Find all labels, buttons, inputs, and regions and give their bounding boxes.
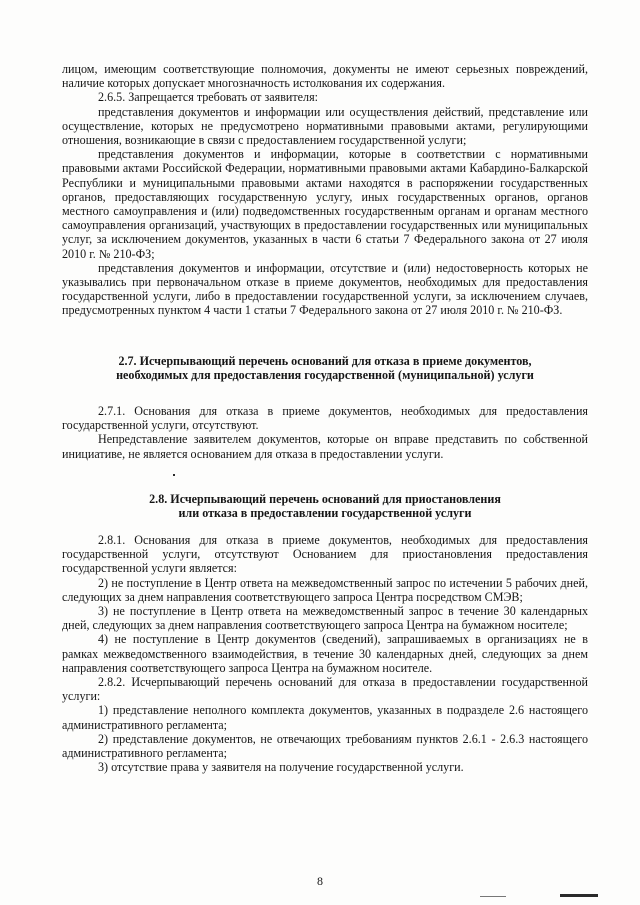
heading-2-8-line-1: 2.8. Исчерпывающий перечень оснований для приостановления	[149, 492, 501, 506]
paragraph-2-8-2-3: 3) отсутствие права у заявителя на получение государственной услуги.	[98, 760, 464, 775]
paragraph-2-8-1: 2.8.1. Основания для отказа в приеме документов, необходимых для предоставления государственной услуги, отсутствуют Основанием для приостановления предоставления государственной услуги является:	[62, 533, 588, 576]
section-2-8-heading	[62, 492, 588, 521]
paragraph-2-7-1-b: Непредставление заявителем документов, которые он вправе представить по собственной инициативе, не является основанием для отказа в предоставлении услуги.	[62, 432, 588, 461]
scan-edge-mark	[480, 896, 506, 897]
scan-speck	[173, 474, 175, 476]
paragraph-2-8-2-2: 2) представление документов, не отвечающих требованиям пунктов 2.6.1 - 2.6.3 настоящего административного регламента;	[62, 731, 588, 761]
paragraph-2-6-5-c: представления документов и информации, отсутствие и (или) недостоверность которых не указывались при первоначальном отказе в приеме документов, необходимых для предоставления государственной услуги, либо в предоставлении государственной услуги, за исключением случаев, предусмотренных пунктом 4 части 1 статьи 7 Федерального закона от 27 июля 2010 г. № 210-ФЗ.	[62, 260, 588, 318]
scan-edge-mark	[560, 894, 598, 897]
heading-2-7-line-1: 2.7. Исчерпывающий перечень оснований для отказа в приеме документов,	[118, 354, 532, 368]
heading-2-8-line-2: или отказа в предоставлении государственной услуги	[178, 506, 472, 521]
paragraph-2-8-1-4: 4) не поступление в Центр документов (сведений), запрашиваемых в организациях не в рамках межведомственного взаимодействия, в течение 30 календарных дней, следующих за днем направления соответствующего запроса Центра на бумажном носителе.	[62, 632, 588, 675]
paragraph-continuation: лицом, имеющим соответствующие полномочия, документы не имеют серьезных повреждений, наличие которых допускает многозначность истолкования их содержания.	[62, 62, 588, 91]
paragraph-2-7-1: 2.7.1. Основания для отказа в приеме документов, необходимых для предоставления государственной услуги, отсутствуют.	[62, 404, 588, 433]
paragraph-2-8-1-3: 3) не поступление в Центр ответа на межведомственный запрос в течение 30 календарных дней, следующих за днем направления соответствующего запроса Центра на бумажном носителе;	[62, 604, 588, 633]
section-2-8-body	[62, 533, 588, 774]
section-2-6-5-block	[62, 62, 588, 318]
paragraph-2-6-5-a: представления документов и информации или осуществления действий, представление или осуществление, которых не предусмотрено нормативными правовыми актами, регулирующими отношения, возникающие в связи с предоставлением государственной услуги;	[62, 104, 588, 148]
page-number: 8	[317, 874, 323, 888]
paragraph-2-6-5: 2.6.5. Запрещается требовать от заявителя:	[98, 90, 318, 105]
paragraph-2-6-5-b: представления документов и информации, которые в соответствии с нормативными правовыми актами Российской Федерации, нормативными правовыми актами Кабардино-Балкарской Республики и муниципальными правовыми актами находятся в распоряжении государственных органов, предоставляющих государственную услугу, иных государственных органов, органов местного самоуправления и (или) подведомственных государственным органам и органам местного самоуправления организаций, участвующих в предоставлении государственных или муниципальных услуг, за исключением документов, указанных в части 6 статьи 7 Федерального закона от 27 июля 2010 г. № 210-ФЗ;	[62, 147, 588, 261]
paragraph-2-8-1-2: 2) не поступление в Центр ответа на межведомственный запрос по истечении 5 рабочих дней, следующих за днем направления соответствующего запроса Центра посредством СМЭВ;	[62, 575, 588, 604]
section-2-7-body	[62, 404, 588, 461]
section-2-7-heading	[62, 354, 588, 383]
paragraph-2-8-2: 2.8.2. Исчерпывающий перечень оснований для отказа в предоставлении государственной услуги:	[62, 675, 588, 704]
heading-2-7-line-2: необходимых для предоставления государственной (муниципальной) услуги	[116, 368, 534, 383]
paragraph-2-8-2-1: 1) представление неполного комплекта документов, указанных в подразделе 2.6 настоящего административного регламента;	[62, 703, 588, 732]
